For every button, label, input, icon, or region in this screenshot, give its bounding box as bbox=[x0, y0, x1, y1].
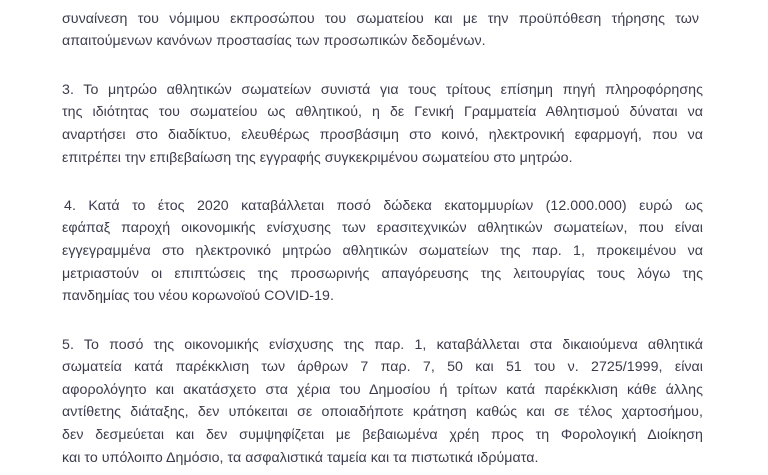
paragraph-5-line-2: σωματεία κατά παρέκκλιση των άρθρων 7 παρ. 7, 50 και 51 του ν. 2725/1999, είναι bbox=[62, 359, 703, 375]
paragraph-4-line-4: μετριαστούν οι επιπτώσεις της προσωρινής απαγόρευσης της λειτουργίας τους λόγω της bbox=[62, 266, 703, 282]
paragraph-5-line-5: δεν δεσμεύεται και δεν συμψηφίζεται με βεβαιωμένα χρέη προς τη Φορολογική Διοίκηση bbox=[62, 427, 703, 443]
paragraph-5-line-1: 5. Το ποσό της οικονομικής ενίσχυσης της παρ. 1, καταβάλλεται στα δικαιούμενα αθλητικά bbox=[62, 337, 703, 353]
paragraph-5-line-3: αφορολόγητο και ακατάσχετο στα χέρια του Δημοσίου ή τρίτων κατά παρέκκλιση κάθε άλλης bbox=[62, 382, 703, 398]
paragraph-5-line-6: και το υπόλοιπο Δημόσιο, τα ασφαλιστικά ταμεία και τα πιστωτικά ιδρύματα. bbox=[62, 450, 539, 466]
paragraph-3-line-1: 3. Το μητρώο αθλητικών σωματείων συνιστά για τους τρίτους επίσημη πηγή πληροφόρησης bbox=[62, 82, 703, 98]
paragraph-3-line-2: της ιδιότητας του σωματείου ως αθλητικού, η δε Γενική Γραμματεία Αθλητισμού δύναται να bbox=[62, 104, 703, 120]
paragraph-4-line-3: εγγεγραμμένα στο ηλεκτρονικό μητρώο αθλητικών σωματείων της παρ. 1, προκειμένου να bbox=[62, 243, 703, 259]
paragraph-4-line-2: εφάπαξ παροχή οικονομικής ενίσχυσης των ερασιτεχνικών αθλητικών σωματείων, που είναι bbox=[62, 220, 703, 236]
paragraph-top-line-1: συναίνεση του νόμιμου εκπροσώπου του σωματείου και με την προϋπόθεση τήρησης των bbox=[62, 11, 699, 27]
paragraph-top-line-2: απαιτούμενων κανόνων προστασίας των προσωπικών δεδομένων. bbox=[62, 33, 486, 49]
paragraph-5-line-4: αντίθετης διάταξης, δεν υπόκειται σε οποιαδήποτε κράτηση καθώς και σε τέλος χαρτοσήμου, bbox=[62, 404, 703, 420]
paragraph-3-line-3: αναρτήσει στο διαδίκτυο, ελευθέρως προσβάσιμη στο κοινό, ηλεκτρονική εφαρμογή, που να bbox=[62, 127, 703, 143]
paragraph-4-line-5: πανδημίας του νέου κορωνοϊού COVID-19. bbox=[62, 288, 334, 304]
paragraph-3-line-4: επιτρέπει την επιβεβαίωση της εγγραφής συγκεκριμένου σωματείου στο μητρώο. bbox=[62, 150, 573, 166]
paragraph-4-line-1: 4. Κατά το έτος 2020 καταβάλλεται ποσό δώδεκα εκατομμυρίων (12.000.000) ευρώ ως bbox=[64, 198, 703, 214]
